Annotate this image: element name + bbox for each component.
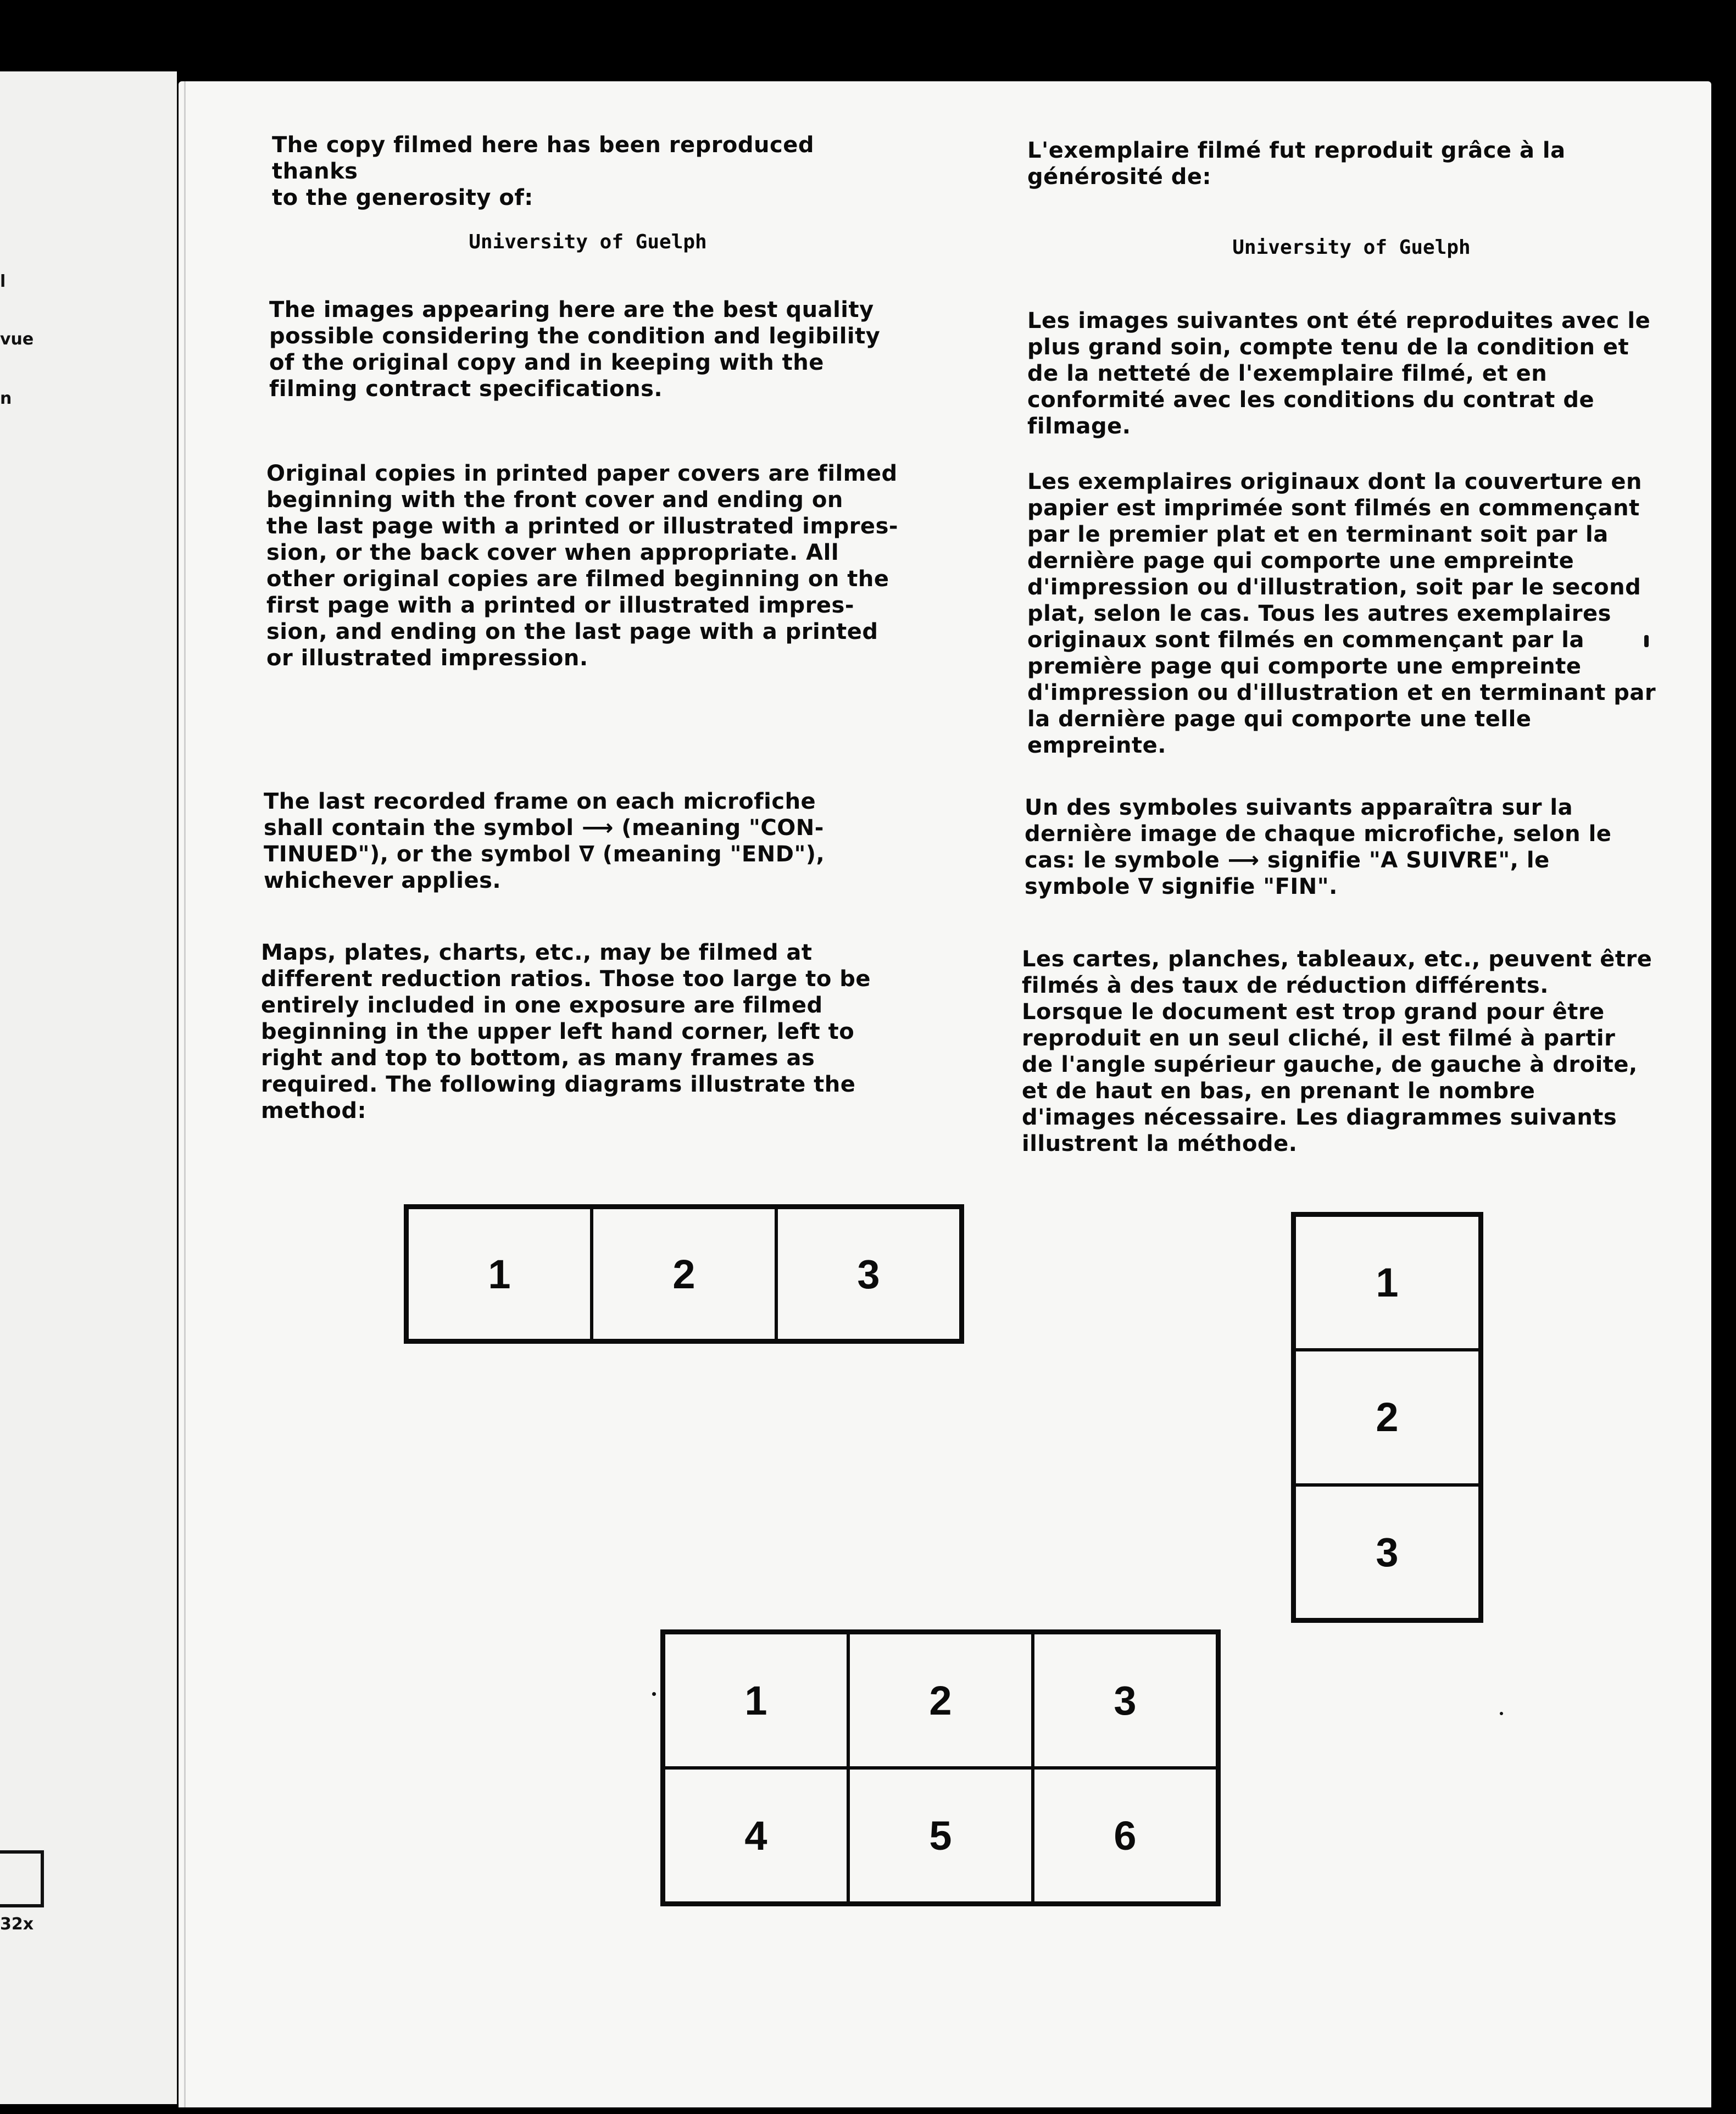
- french-maps-paragraph: Les cartes, planches, tableaux, etc., peuvent être filmés à des taux de réduction différents. Lorsque le document est trop grand pour être reproduit en un seul cliché, il est filmé à partir de l'angle supérieur gauche, de gauche à droite, et de haut en bas, en prenant le nombre d'images nécessaire. Les diagrammes suivants illustrent la méthode.: [1022, 947, 1652, 1156]
- scan-speck: [652, 1692, 656, 1696]
- diagram-grid-frame-4: 4: [664, 1768, 848, 1903]
- main-page: [179, 81, 1711, 2107]
- left-page-fragment: [0, 71, 177, 2104]
- french-symbols-paragraph: Un des symboles suivants apparaîtra sur la dernière image de chaque microfiche, selon le cas: le symbole ⟶ signifie "A SUIVRE", le symbole ∇ signifie "FIN".: [1025, 795, 1612, 899]
- left-fragment-2: vue: [0, 330, 34, 349]
- english-quality-paragraph: The images appearing here are the best quality possible considering the condition and legibility of the original copy and in keeping with the filming contract specifications.: [269, 297, 881, 402]
- diagram-vertical: [1291, 1212, 1483, 1623]
- diagram-grid-frame-3: 3: [1033, 1633, 1217, 1768]
- diagram-grid-frame-2: 2: [848, 1633, 1033, 1768]
- left-fragment-1: l: [0, 272, 6, 291]
- scan-speck: [1500, 1712, 1503, 1715]
- french-institution: University of Guelph: [1232, 236, 1471, 259]
- english-institution: University of Guelph: [469, 231, 707, 253]
- french-quality-paragraph: Les images suivantes ont été reproduites avec le plus grand soin, compte tenu de la condition et de la netteté de l'exemplaire filmé, et en conformité avec les conditions du contrat de filmage.: [1027, 308, 1651, 439]
- diagram-horizontal: [404, 1204, 964, 1344]
- diagram-grid-frame-5: 5: [848, 1768, 1033, 1903]
- left-page-box: [0, 1850, 44, 1907]
- diagram-horizontal-frame-1: 1: [407, 1208, 592, 1340]
- diagram-grid-frame-1: 1: [664, 1633, 848, 1768]
- diagram-horizontal-frame-3: 3: [776, 1208, 961, 1340]
- left-fragment-4: 32x: [0, 1915, 34, 1934]
- diagram-grid: [660, 1629, 1221, 1906]
- english-intro: The copy filmed here has been reproduced thanks to the generosity of:: [272, 132, 814, 210]
- diagram-vertical-frame-3: 3: [1294, 1485, 1480, 1620]
- page-gutter: [184, 81, 186, 2107]
- french-covers-paragraph: Les exemplaires originaux dont la couverture en papier est imprimée sont filmés en commençant par le premier plat et en terminant soit par la dernière page qui comporte une empreinte d'impression ou d'illustration, soit par le second plat, selon le cas. Tous les autres exemplaires originaux sont filmés en commençant par la première page qui comporte une empreinte d'impression ou d'illustration et en terminant par la dernière page qui comporte une telle empreinte.: [1027, 469, 1656, 758]
- english-maps-paragraph: Maps, plates, charts, etc., may be filmed at different reduction ratios. Those too large to be entirely included in one exposure are filmed beginning in the upper left hand corner, left to right and top to bottom, as many frames as required. The following diagrams illustrate the method:: [261, 940, 871, 1123]
- left-fragment-3: n: [0, 389, 12, 408]
- diagram-horizontal-frame-2: 2: [592, 1208, 776, 1340]
- french-intro: L'exemplaire filmé fut reproduit grâce à la générosité de:: [1027, 138, 1566, 190]
- english-covers-paragraph: Original copies in printed paper covers are filmed beginning with the front cover and ending on the last page with a printed or illustrated impres- sion, or the back cover when appropriate. All other original copies are filmed beginning on the first page with a printed or illustrated impres- sion, and ending on the last page with a printed or illustrated impression.: [266, 461, 898, 671]
- scan-speck: [1644, 635, 1649, 647]
- english-symbols-paragraph: The last recorded frame on each microfiche shall contain the symbol ⟶ (meaning "CON- TINUED"), or the symbol ∇ (meaning "END"), whichever applies.: [264, 789, 825, 893]
- diagram-grid-frame-6: 6: [1033, 1768, 1217, 1903]
- diagram-vertical-frame-2: 2: [1294, 1350, 1480, 1484]
- diagram-vertical-frame-1: 1: [1294, 1215, 1480, 1350]
